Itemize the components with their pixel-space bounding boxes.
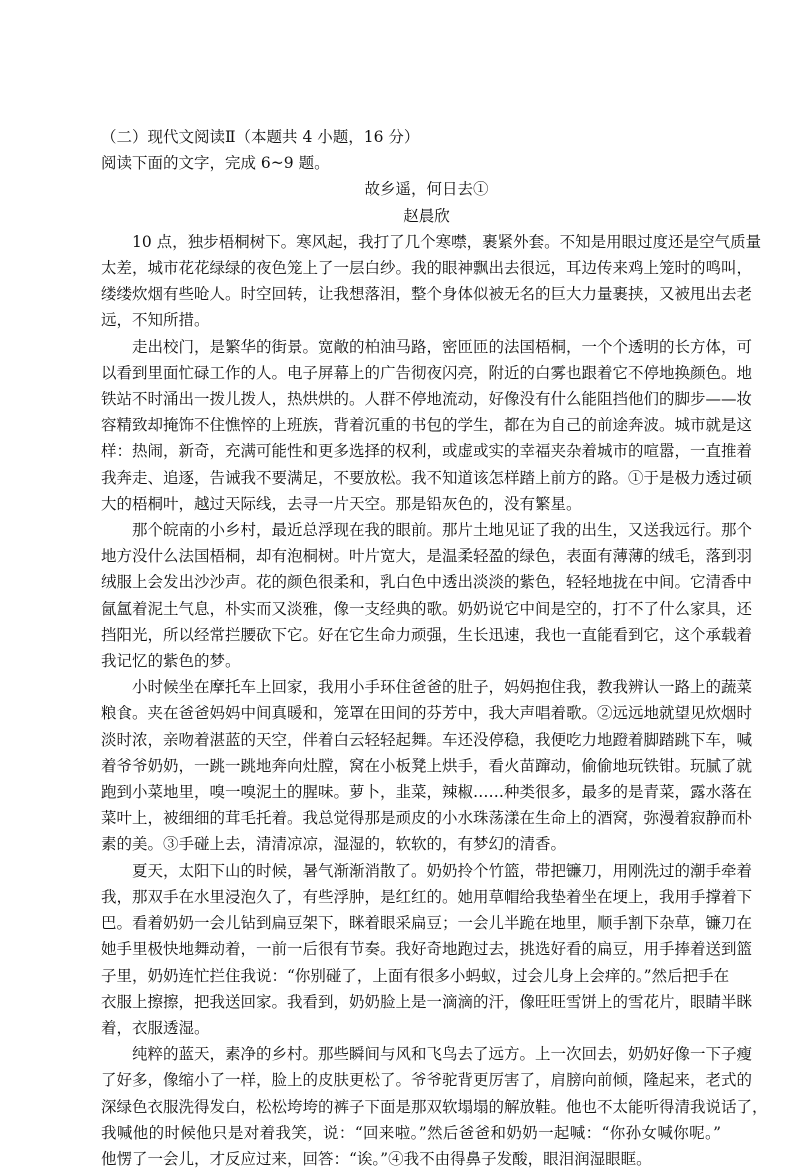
paragraph-line: 容精致却掩饰不住憔悴的上班族，背着沉重的书包的学生，都在为自己的前途奔波。城市就是这	[101, 416, 753, 435]
article-title: 故乡遥，何日去①	[364, 180, 489, 199]
paragraph	[101, 517, 753, 674]
paragraph-line: 着，衣服透湿。	[101, 1018, 210, 1037]
paragraph-line: 我喊他的时候他只是对着我笑，说：“回来啦。”然后爸爸和奶奶一起喊：“你孙女喊你呢。”	[101, 1123, 721, 1142]
paragraph-line: 绒服上会发出沙沙声。花的颜色很柔和，乳白色中透出淡淡的紫色，轻轻地拢在中间。它清香中	[101, 573, 753, 592]
paragraph-line: 素的美。③手碰上去，清清凉凉，湿湿的，软软的，有梦幻的清香。	[101, 835, 567, 854]
paragraph-line: 地方没什么法国梧桐，却有泡桐树。叶片宽大，是温柔轻盈的绿色，表面有薄薄的绒毛，落到羽	[101, 547, 753, 566]
paragraph-line: 远，不知所措。	[101, 311, 210, 330]
paragraph-line: 大的梧桐叶，越过天际线，去寻一片天空。那是铅灰色的，没有繁星。	[101, 494, 582, 513]
paragraph	[101, 674, 753, 857]
paragraph-line: 铁站不时涌出一拨儿拨人，热烘烘的。人群不停地流动，好像没有什么能阻挡他们的脚步——妆	[101, 390, 753, 409]
paragraph-line: 走出校门，是繁华的街景。宽敞的柏油马路，密匝匝的法国梧桐，一个个透明的长方体，可	[132, 337, 753, 356]
paragraph-line: 我，那双手在水里浸泡久了，有些浮肿，是红红的。她用草帽给我垫着坐在埂上，我用手撑着下	[101, 887, 753, 906]
paragraph-line: 10 点，独步梧桐树下。寒风起，我打了几个寒噤，裹紧外套。不知是用眼过度还是空气质量	[132, 232, 762, 251]
paragraph	[101, 229, 762, 334]
paragraph-line: 缕缕炊烟有些呛人。时空回转，让我想落泪，整个身体似被无名的巨大力量裹挟，又被甩出去老	[101, 285, 753, 304]
paragraph-line: 以看到里面忙碌工作的人。电子屏幕上的广告彻夜闪亮，附近的白雾也跟着它不停地换颜色。地	[101, 363, 753, 382]
paragraph-line: 那个皖南的小乡村，最近总浮现在我的眼前。那片土地见证了我的出生，又送我远行。那个	[132, 521, 753, 540]
article-author: 赵晨欣	[403, 206, 450, 225]
paragraph-line: 她手里极快地舞动着，一前一后很有节奏。我好奇地跑过去，挑选好看的扁豆，用手捧着送到篮	[101, 940, 753, 959]
paragraph	[101, 334, 753, 517]
paragraph-line: 跑到小菜地里，嗅一嗅泥土的腥味。萝卜，韭菜，辣椒……种类很多，最多的是青菜，露水落在	[101, 783, 753, 802]
paragraph-line: 夏天，太阳下山的时候，暑气渐渐消散了。奶奶拎个竹篮，带把镰刀，用刚洗过的潮手牵着	[132, 861, 753, 880]
paragraph-line: 样：热闹，新奇，充满可能性和更多选择的权利，或虚或实的幸福夹杂着城市的喧嚣，一直推着	[101, 442, 753, 461]
paragraph-line: 深绿色衣服洗得发白，松松垮垮的裤子下面是那双软塌塌的解放鞋。他也不太能听得清我说话了，	[101, 1097, 768, 1116]
paragraph-line: 他愣了一会儿，才反应过来，回答：“诶。”④我不由得鼻子发酸，眼泪润湿眼眶。	[101, 1149, 652, 1168]
paragraph-line: 淡时浓，亲吻着湛蓝的天空，伴着白云轻轻起舞。车还没停稳，我便吃力地蹬着脚踏跳下车，喊	[101, 730, 753, 749]
paragraph-line: 子里，奶奶连忙拦住我说：“你别碰了，上面有很多小蚂蚁，过会儿身上会痒的。”然后把手在	[101, 966, 730, 985]
article-paragraphs	[101, 229, 768, 1172]
section-heading: （二）现代文阅读Ⅱ（本题共 4 小题，16 分）	[101, 128, 420, 146]
paragraph-line: 纯粹的蓝天，素净的乡村。那些瞬间与风和飞鸟去了远方。上一次回去，奶奶好像一下子瘦	[132, 1045, 753, 1064]
paragraph	[101, 1041, 768, 1172]
paragraph	[101, 858, 753, 1041]
paragraph-line: 小时候坐在摩托车上回家，我用小手环住爸爸的肚子，妈妈抱住我，教我辨认一路上的蔬菜	[132, 678, 753, 697]
paragraph-line: 巴。看着奶奶一会儿钻到扁豆架下，眯着眼采扁豆；一会儿半跪在地里，顺手割下杂草，镰刀在	[101, 914, 753, 933]
reading-instruction: 阅读下面的文字，完成 6~9 题。	[101, 154, 330, 173]
document-body	[101, 124, 768, 1172]
paragraph-line: 我记忆的紫色的梦。	[101, 652, 241, 671]
paragraph-line: 了好多，像缩小了一样，脸上的皮肤更松了。爷爷驼背更厉害了，肩膀向前倾，隆起来，老式的	[101, 1071, 753, 1090]
paragraph-line: 挡阳光，所以经常拦腰砍下它。好在它生命力顽强，生长迅速，我也一直能看到它，这个承载着	[101, 625, 753, 644]
paragraph-line: 菜叶上，被细细的茸毛托着。我总觉得那是顽皮的小水珠荡漾在生命上的酒窝，弥漫着寂静而朴	[101, 809, 753, 828]
paragraph-line: 我奔走、追逐，告诫我不要满足，不要放松。我不知道该怎样踏上前方的路。①于是极力透过硕	[101, 468, 753, 487]
paragraph-line: 氤氲着泥土气息，朴实而又淡雅，像一支经典的歌。奶奶说它中间是空的，打不了什么家具，还	[101, 599, 753, 618]
paragraph-line: 太差，城市花花绿绿的夜色笼上了一层白纱。我的眼神飘出去很远，耳边传来鸡上笼时的鸣叫，	[101, 259, 753, 278]
paragraph-line: 粮食。夹在爸爸妈妈中间真暖和，笼罩在田间的芬芳中，我大声唱着歌。②远远地就望见炊烟时	[101, 704, 753, 723]
paragraph-line: 衣服上擦擦，把我送回家。我看到，奶奶脸上是一滴滴的汗，像旺旺雪饼上的雪花片，眼睛半眯	[101, 992, 753, 1011]
paragraph-line: 着爷爷奶奶，一跳一跳地奔向灶膛，窝在小板凳上烘手，看火苗蹿动，偷偷地玩铁钳。玩腻了就	[101, 756, 753, 775]
